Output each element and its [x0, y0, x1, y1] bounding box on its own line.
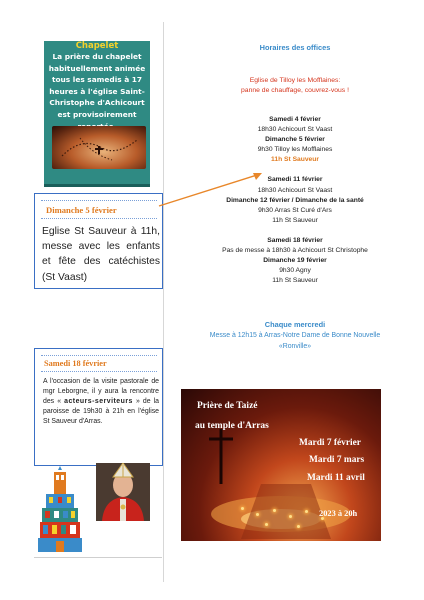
mercredi-line: Messe à 12h15 à Arras-Notre Dame de Bonne Nouvelle — [209, 332, 381, 339]
samedi-text-bold: acteurs-serviteurs — [64, 398, 133, 405]
horaire-line: Pas de messe à 18h30 à Achicourt St Christophe — [222, 247, 368, 255]
mercredi-title: Chaque mercredi — [264, 320, 326, 329]
column-divider — [163, 22, 164, 582]
dotted-rule — [41, 200, 157, 201]
samedi-text — [43, 377, 159, 427]
horaire-line: 11h St Sauveur — [271, 156, 319, 164]
horaire-line: Dimanche 5 février — [265, 136, 325, 144]
samedi-text-part: A l'occasion de la visite pastorale de mgr Leborgne, il y aura la rencontre des « — [43, 378, 159, 405]
spacer — [170, 226, 420, 236]
mercredi-line: «Ronville» — [278, 342, 312, 350]
taize-date: Mardi 7 février — [299, 438, 361, 448]
notice-line: Eglise de Tilloy les Mofflaines: — [249, 77, 341, 84]
horaires-list — [170, 115, 420, 286]
bishop-photo — [96, 463, 150, 521]
horaire-line: 9h30 Agny — [279, 267, 311, 275]
taize-poster — [181, 389, 381, 541]
horaires-title: Horaires des offices — [259, 43, 331, 52]
dotted-rule — [41, 218, 157, 219]
horaire-line: 11h St Sauveur — [272, 277, 318, 285]
horaire-line: Samedi 18 février — [267, 236, 323, 244]
mercredi-text — [170, 331, 420, 352]
horaire-line: 9h30 Arras St Curé d'Ars — [258, 206, 332, 214]
taize-time: 2023 à 20h — [319, 509, 358, 518]
horaire-line: Dimanche 19 février — [263, 257, 327, 265]
horaire-line: Dimanche 12 février / Dimanche de la santé — [226, 196, 364, 204]
horaire-line: 18h30 Achicourt St Vaast — [257, 186, 333, 194]
samedi-box — [34, 348, 163, 466]
horaire-line: 11h St Sauveur — [272, 216, 318, 224]
chauffage-notice — [170, 76, 420, 96]
taize-date: Mardi 11 avril — [307, 473, 365, 483]
horaire-line: 18h30 Achicourt St Vaast — [257, 126, 333, 134]
taize-subtitle: au temple d'Arras — [195, 421, 269, 431]
chapelet-title: Chapelet — [75, 41, 119, 51]
horaire-line: Samedi 11 février — [267, 176, 323, 184]
dimanche-text: Eglise St Sauveur à 11h, messe avec les enfants et fête des catéchistes (St Vaast) — [42, 226, 160, 283]
bottom-rule — [34, 557, 162, 558]
horaire-line: 9h30 Tilloy les Mofflaines — [257, 146, 333, 154]
taize-title: Prière de Taizé — [197, 401, 258, 411]
dotted-rule — [41, 371, 157, 372]
samedi-text-part: » de la paroisse de 19h30 à 21h en l'église St Sauveur d'Arras. — [43, 398, 159, 425]
taize-date: Mardi 7 mars — [309, 455, 365, 465]
rosary-hands-photo — [52, 126, 146, 169]
horaire-line: Samedi 4 février — [269, 116, 321, 123]
spacer — [170, 165, 420, 175]
chapelet-text: La prière du chapelet habituellement animée tous les samedis à 17 heures à l'église Saint-Christophe d'Achicourt est provisoirement — [48, 52, 146, 119]
dimanche-title: Dimanche 5 février — [46, 205, 117, 215]
dotted-rule — [41, 355, 157, 356]
samedi-title: Samedi 18 février — [44, 359, 107, 368]
notice-line: panne de chauffage, couvrez-vous ! — [241, 87, 349, 94]
church-drawing-icon — [38, 466, 94, 558]
dimanche-box — [34, 193, 163, 289]
